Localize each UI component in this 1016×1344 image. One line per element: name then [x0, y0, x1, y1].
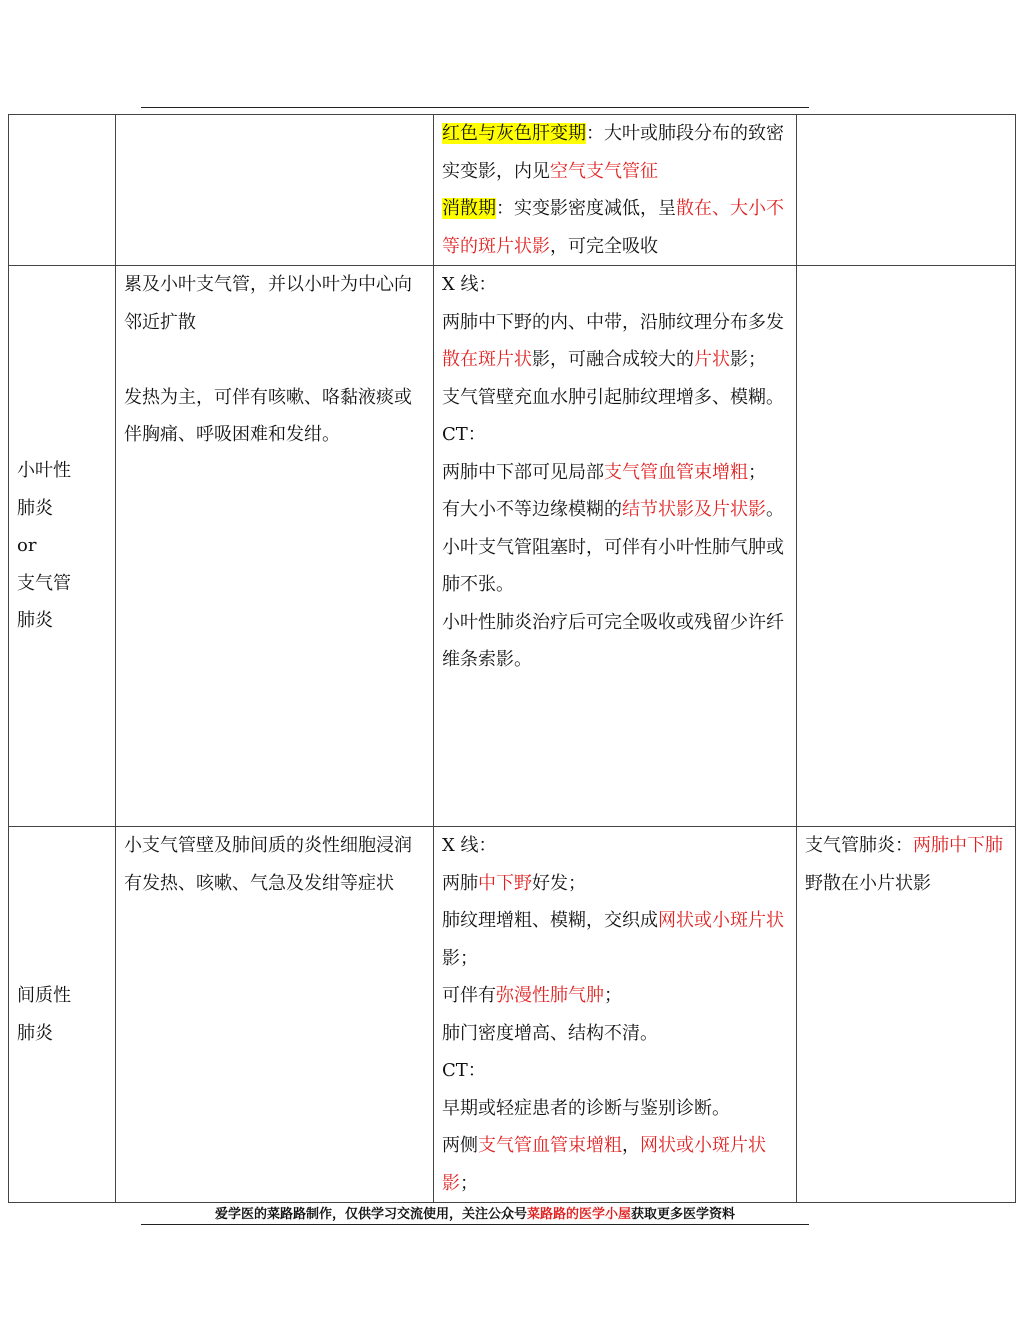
key-finding: 网状或小斑片状 — [658, 910, 784, 931]
disease-name-cell — [9, 115, 116, 266]
key-finding: 结节状影及片状影 — [622, 499, 766, 520]
header-rule — [141, 107, 809, 108]
ct-label: CT： — [442, 424, 486, 445]
key-finding: 网状或小斑片状影 — [442, 1135, 766, 1194]
differential-label: 支气管肺炎： — [805, 835, 913, 856]
imaging-paragraph — [442, 977, 788, 1015]
disease-name: 肺炎 — [17, 497, 53, 519]
imaging-text: ：大叶或肺段分布的致密实变影，内见 — [442, 123, 784, 182]
disease-name: 间质性 — [17, 985, 71, 1006]
imaging-text: 两肺中下部可见局部 — [442, 461, 604, 483]
pathology-text: 累及小叶支气管，并以小叶为中心向邻近扩散 — [124, 274, 412, 333]
imaging-text: 两肺中下野的内、中带，沿肺纹理分布多发 — [442, 311, 784, 333]
footer-text: 爱学医的菜路路制作，仅供学习交流使用，关注公众号 — [214, 1207, 527, 1222]
differential-cell — [797, 115, 1016, 266]
imaging-text: 。 — [766, 499, 784, 520]
imaging-paragraph — [442, 454, 788, 492]
imaging-paragraph — [442, 304, 788, 379]
disease-name: or — [17, 535, 37, 557]
imaging-cell — [434, 266, 797, 827]
clinical-text: 有发热、咳嗽、气急及发绀等症状 — [124, 872, 394, 894]
imaging-text: 有大小不等边缘模糊的 — [442, 499, 622, 520]
key-finding: 散在斑片状 — [442, 349, 532, 370]
imaging-paragraph: 小叶性肺炎治疗后可完全吸收或残留少许纤维条索影。 — [442, 611, 784, 670]
imaging-paragraph: 肺门密度增高、结构不清。 — [442, 1022, 658, 1044]
imaging-text: ，可完全吸收 — [550, 235, 658, 257]
pneumonia-table — [8, 114, 1016, 1203]
differential-cell — [797, 266, 1016, 827]
imaging-text: 影； — [442, 947, 478, 969]
imaging-text: ； — [460, 1172, 478, 1194]
disease-name: 支气管 — [17, 572, 71, 594]
imaging-cell — [434, 115, 797, 266]
pathology-text: 小支气管壁及肺间质的炎性细胞浸润 — [124, 835, 412, 856]
key-finding: 支气管血管束增粗 — [604, 461, 748, 483]
imaging-paragraph — [442, 190, 788, 265]
key-finding: 支气管血管束增粗 — [478, 1135, 622, 1156]
pathology-cell — [116, 266, 434, 827]
footer-rule — [141, 1224, 809, 1225]
imaging-text: 可伴有 — [442, 985, 496, 1006]
footer-account-name: 菜路路的医学小屋 — [526, 1207, 631, 1222]
disease-name-cell — [9, 827, 116, 1203]
stage-label-resolution: 消散期 — [442, 198, 496, 219]
differential-cell — [797, 827, 1016, 1203]
xray-label: X 线： — [442, 835, 497, 856]
footer-note — [0, 1203, 950, 1222]
imaging-paragraph — [442, 902, 788, 977]
imaging-text: 两肺 — [442, 872, 478, 894]
xray-label: X 线： — [442, 274, 497, 295]
imaging-text: ； — [748, 461, 766, 483]
disease-name: 小叶性 — [17, 460, 71, 482]
disease-name: 肺炎 — [17, 1022, 53, 1044]
imaging-text: 肺纹理增粗、模糊，交织成 — [442, 910, 658, 931]
ct-label: CT： — [442, 1060, 486, 1081]
imaging-text: ， — [622, 1135, 640, 1156]
key-finding: 中下野 — [478, 872, 532, 894]
disease-name: 肺炎 — [17, 610, 53, 632]
imaging-paragraph: 早期或轻症患者的诊断与鉴别诊断。 — [442, 1097, 730, 1119]
disease-name-cell — [9, 266, 116, 827]
imaging-text: 两侧 — [442, 1135, 478, 1156]
imaging-cell — [434, 827, 797, 1203]
pathology-cell — [116, 827, 434, 1203]
imaging-paragraph: 支气管壁充血水肿引起肺纹理增多、模糊。 — [442, 386, 784, 408]
imaging-paragraph: 小叶支气管阻塞时，可伴有小叶性肺气肿或肺不张。 — [442, 536, 784, 595]
key-finding: 散在、大小不等的斑片状影 — [442, 198, 784, 257]
imaging-text: ：实变影密度减低，呈 — [496, 198, 676, 219]
key-finding: 片状 — [694, 349, 730, 370]
clinical-text: 发热为主，可伴有咳嗽、咯黏液痰或伴胸痛、呼吸困难和发绀。 — [124, 386, 412, 445]
key-finding: 空气支气管征 — [550, 160, 658, 182]
imaging-paragraph — [442, 115, 788, 190]
footer-text: 获取更多医学资料 — [631, 1207, 736, 1222]
imaging-text: 好发； — [532, 872, 586, 894]
table-row — [9, 115, 1016, 266]
table-row — [9, 266, 1016, 827]
imaging-paragraph — [442, 1127, 788, 1202]
key-finding: 两肺中下肺 — [913, 835, 1003, 856]
stage-label-red-gray: 红色与灰色肝变期 — [442, 123, 586, 144]
imaging-text: 影； — [730, 349, 766, 370]
differential-label: 野散在小片状影 — [805, 872, 931, 894]
key-finding: 弥漫性肺气肿 — [496, 985, 604, 1006]
imaging-text: ； — [604, 985, 622, 1006]
imaging-paragraph — [442, 865, 788, 903]
table-row — [9, 827, 1016, 1203]
differential-text — [805, 827, 1007, 902]
pathology-cell — [116, 115, 434, 266]
imaging-text: 影，可融合成较大的 — [532, 349, 694, 370]
imaging-paragraph — [442, 491, 788, 529]
